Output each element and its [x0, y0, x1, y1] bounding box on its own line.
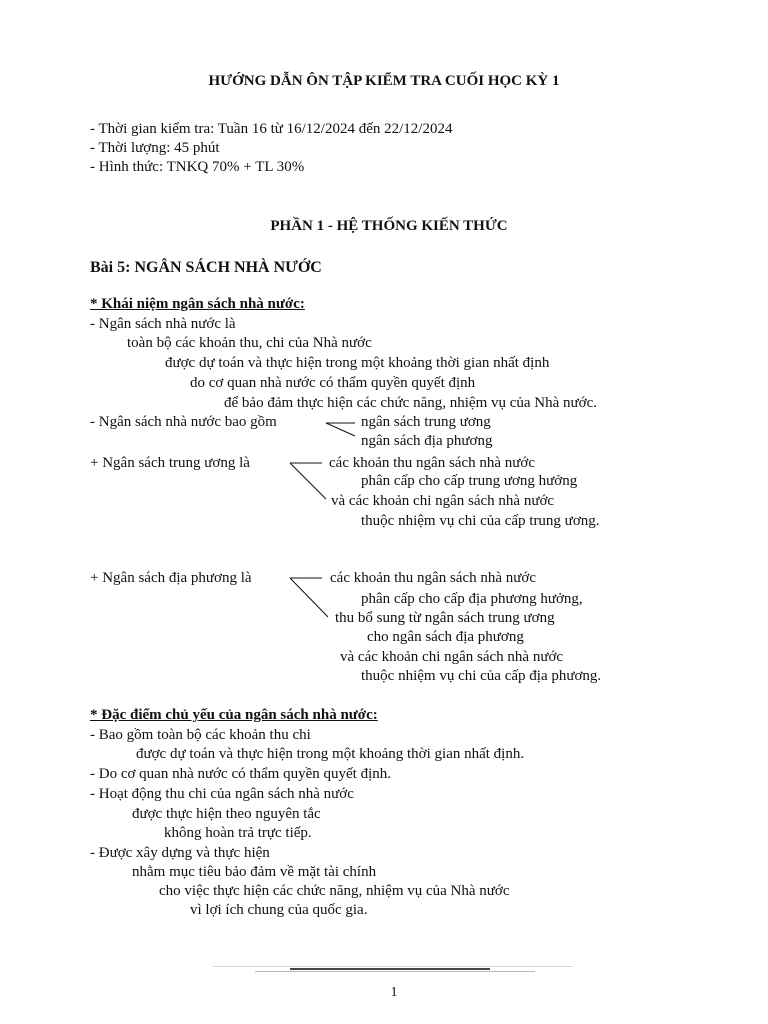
local-budget-line: cho ngân sách địa phương: [367, 629, 524, 645]
connector-line: [290, 463, 326, 499]
includes-item: ngân sách trung ương: [361, 414, 491, 430]
central-budget-line: thuộc nhiệm vụ chi của cấp trung ương.: [361, 513, 600, 529]
local-budget-line: thuộc nhiệm vụ chi của cấp địa phương.: [361, 668, 602, 684]
features-heading: * Đặc điểm chủ yếu của ngân sách nhà nước:: [90, 707, 378, 723]
local-budget-line: các khoản thu ngân sách nhà nước: [330, 570, 536, 586]
footer-rule: [255, 971, 535, 972]
exam-duration-line: - Thời lượng: 45 phút: [90, 140, 220, 156]
document-title: HƯỚNG DẪN ÔN TẬP KIỂM TRA CUỐI HỌC KỲ 1: [208, 73, 560, 89]
features-line: - Hoạt động thu chi của ngân sách nhà nước: [90, 786, 354, 802]
footer-rule: [213, 966, 573, 967]
exam-format-line: - Hình thức: TNKQ 70% + TL 30%: [90, 159, 305, 175]
central-budget-line: phân cấp cho cấp trung ương hưởng: [361, 473, 578, 489]
footer-rule: [290, 968, 490, 970]
features-line: - Được xây dựng và thực hiện: [90, 845, 270, 861]
central-budget-label: + Ngân sách trung ương là: [90, 455, 250, 471]
connector-line: [326, 423, 355, 436]
central-budget-line: và các khoản chi ngân sách nhà nước: [331, 493, 555, 509]
features-line: nhằm mục tiêu bảo đảm về mặt tài chính: [132, 864, 377, 880]
features-line: được thực hiện theo nguyên tắc: [132, 806, 321, 822]
features-line: không hoàn trả trực tiếp.: [164, 825, 312, 841]
concept-heading: * Khái niệm ngân sách nhà nước:: [90, 296, 305, 312]
features-line: vì lợi ích chung của quốc gia.: [190, 902, 368, 918]
features-line: được dự toán và thực hiện trong một khoảng thời gian nhất định.: [136, 746, 525, 762]
local-budget-line: thu bổ sung từ ngân sách trung ương: [335, 610, 555, 626]
local-budget-line: phân cấp cho cấp địa phương hưởng,: [361, 591, 583, 607]
concept-line: để bảo đảm thực hiện các chức năng, nhiệm vụ của Nhà nước.: [224, 395, 598, 411]
part-title: PHẦN 1 - HỆ THỐNG KIẾN THỨC: [270, 218, 508, 234]
includes-label: - Ngân sách nhà nước bao gồm: [90, 414, 277, 430]
concept-line: được dự toán và thực hiện trong một khoảng thời gian nhất định: [165, 355, 550, 371]
local-budget-label: + Ngân sách địa phương là: [90, 570, 252, 586]
connector-line: [290, 578, 328, 617]
features-line: - Bao gồm toàn bộ các khoản thu chi: [90, 727, 311, 743]
features-line: - Do cơ quan nhà nước có thẩm quyền quyết định.: [90, 766, 392, 782]
concept-line: - Ngân sách nhà nước là: [90, 316, 236, 332]
central-budget-line: các khoản thu ngân sách nhà nước: [329, 455, 535, 471]
page-number: 1: [390, 985, 398, 1000]
lesson-title: Bài 5: NGÂN SÁCH NHÀ NƯỚC: [90, 259, 322, 276]
includes-item: ngân sách địa phương: [361, 433, 493, 449]
concept-line: toàn bộ các khoản thu, chi của Nhà nước: [127, 335, 372, 351]
exam-time-line: - Thời gian kiểm tra: Tuần 16 từ 16/12/2024 đến 22/12/2024: [90, 121, 453, 137]
concept-line: do cơ quan nhà nước có thẩm quyền quyết định: [190, 375, 476, 391]
local-budget-line: và các khoản chi ngân sách nhà nước: [340, 649, 564, 665]
features-line: cho việc thực hiện các chức năng, nhiệm vụ của Nhà nước: [159, 883, 510, 899]
